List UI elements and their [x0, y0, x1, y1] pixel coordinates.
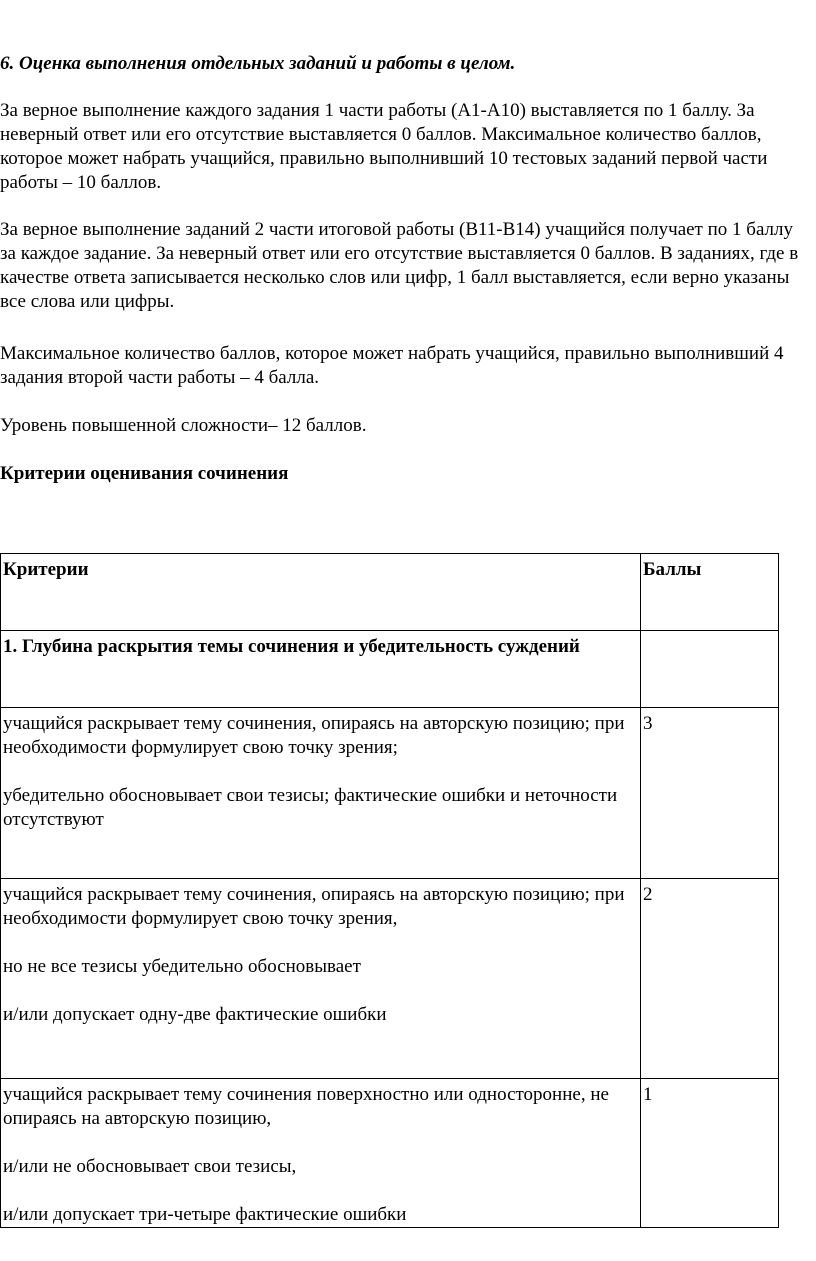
criterion-line: и/или допускает одну-две фактические ошибки — [3, 1004, 387, 1025]
section-points-empty — [641, 631, 779, 708]
table-section-row — [1, 631, 779, 708]
criterion-line: и/или допускает три-четыре фактические ошибки — [3, 1204, 407, 1225]
criteria-section-title: Критерии оценивания сочинения — [0, 463, 289, 484]
criterion-points: 1 — [641, 1079, 779, 1228]
criterion-line: но не все тезисы убедительно обосновывает — [3, 956, 361, 977]
table-header-row — [1, 554, 779, 631]
section-criterion-title: 1. Глубина раскрытия темы сочинения и убедительность суждений — [1, 631, 641, 708]
criterion-line: учащийся раскрывает тему сочинения поверхностно или односторонне, не опираясь на авторскую позицию, — [3, 1084, 609, 1129]
criterion-points: 2 — [641, 879, 779, 1079]
table-row — [1, 1079, 779, 1228]
paragraph-part2-max: Максимальное количество баллов, которое может набрать учащийся, правильно выполнивший 4 задания второй части работы – 4 балла. — [0, 343, 784, 388]
criteria-table — [0, 553, 779, 1228]
criterion-points: 3 — [641, 708, 779, 879]
table-row — [1, 708, 779, 879]
paragraph-advanced-level: Уровень повышенной сложности– 12 баллов. — [0, 415, 367, 436]
header-points: Баллы — [641, 554, 779, 631]
criterion-description — [1, 708, 641, 879]
criterion-description — [1, 1079, 641, 1228]
section-heading: 6. Оценка выполнения отдельных заданий и работы в целом. — [0, 53, 516, 74]
criterion-line: учащийся раскрывает тему сочинения, опираясь на авторскую позицию; при необходимости формулирует свою точку зрения, — [3, 884, 625, 929]
criterion-line: убедительно обосновывает свои тезисы; фактические ошибки и неточности отсутствуют — [3, 785, 618, 830]
paragraph-part1-scoring: За верное выполнение каждого задания 1 части работы (А1-А10) выставляется по 1 баллу. За неверный ответ или его отсутствие выставляется 0 баллов. Максимальное количество баллов, которое может набрать учащийся, правильно выполнивший 10 тестовых заданий первой части работы – 10 баллов. — [0, 100, 768, 193]
paragraph-part2-scoring: За верное выполнение заданий 2 части итоговой работы (В11-В14) учащийся получает по 1 баллу за каждое задание. За неверный ответ или его отсутствие выставляется 0 баллов. В заданиях, где в качестве ответа записывается несколько слов или цифр, 1 балл выставляется, если верно указаны все слова или цифры. — [0, 219, 799, 312]
criterion-line: и/или не обосновывает свои тезисы, — [3, 1156, 297, 1177]
header-criteria: Критерии — [1, 554, 641, 631]
criterion-description — [1, 879, 641, 1079]
criterion-line: учащийся раскрывает тему сочинения, опираясь на авторскую позицию; при необходимости формулирует свою точку зрения; — [3, 713, 625, 758]
table-row — [1, 879, 779, 1079]
